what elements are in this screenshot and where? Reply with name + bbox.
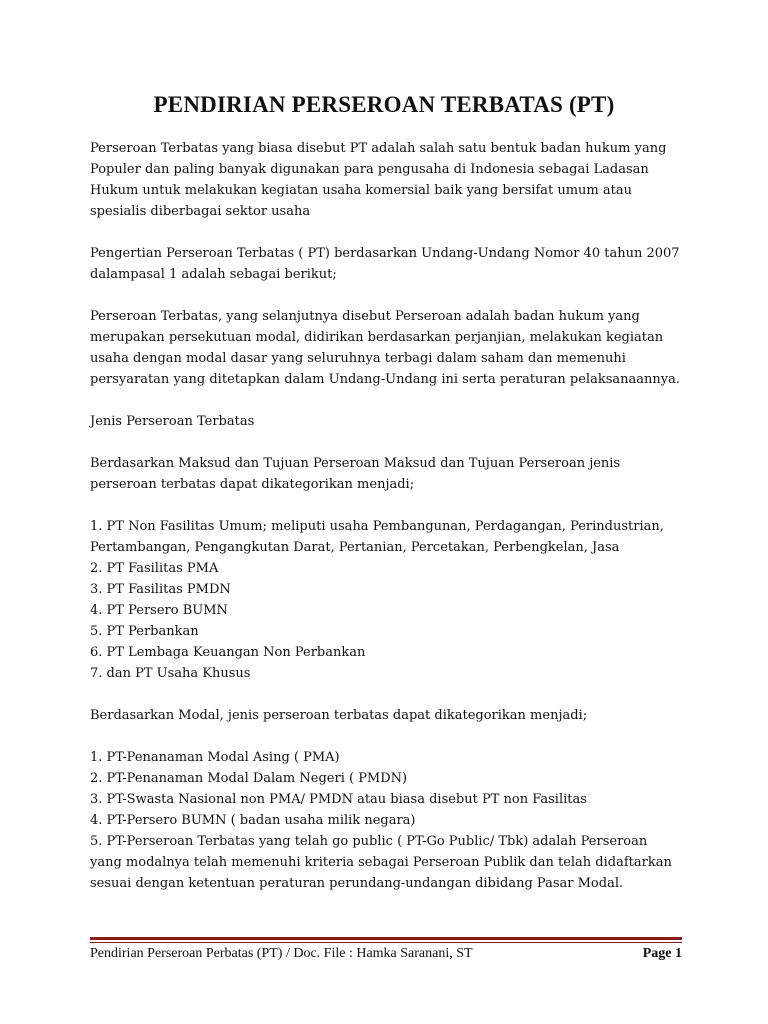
list-item: 5. PT-Perseroan Terbatas yang telah go public ( PT-Go Public/ Tbk) adalah Perseroan yang modalnya telah memenuhi kriteria sebagai Perseroan Publik dan telah didaftarkan sesuai dengan ketentuan peraturan perundang-undangan dibidang Pasar Modal. [90,834,672,891]
list-item: 5. PT Perbankan [90,624,199,639]
footer-document-info: Pendirian Perseroan Perbatas (PT) / Doc. File : Hamka Saranani, ST [90,946,473,961]
document-title: PENDIRIAN PERSEROAN TERBATAS (PT) [153,92,615,117]
list-item: 4. PT-Persero BUMN ( badan usaha milik negara) [90,813,416,828]
paragraph-definition-intro: Pengertian Perseroan Terbatas ( PT) berdasarkan Undang-Undang Nomor 40 tahun 2007 dalampasal 1 adalah sebagai berikut; [90,246,680,282]
footer-divider-thin [90,942,682,943]
list-item: 6. PT Lembaga Keuangan Non Perbankan [90,645,366,660]
list-item: 2. PT-Penanaman Modal Dalam Negeri ( PMDN) [90,771,408,786]
list-item: 4. PT Persero BUMN [90,603,228,618]
list-item: 1. PT Non Fasilitas Umum; meliputi usaha Pembangunan, Perdagangan, Perindustrian, Pertambangan, Pengangkutan Darat, Pertanian, Percetakan, Perbengkelan, Jasa [90,519,664,555]
list-by-capital [90,747,682,894]
list-item: 2. PT Fasilitas PMA [90,561,219,576]
document-body [90,138,682,915]
paragraph-intro: Perseroan Terbatas yang biasa disebut PT adalah salah satu bentuk badan hukum yang Populer dan paling banyak digunakan para pengusaha di Indonesia sebagai Ladasan Hukum untuk melakukan kegiatan usaha komersial baik yang bersifat umum atau spesialis diberbagai sektor usaha [90,141,667,219]
paragraph-by-capital-intro: Berdasarkan Modal, jenis perseroan terbatas dapat dikategorikan menjadi; [90,708,588,723]
list-item: 1. PT-Penanaman Modal Asing ( PMA) [90,750,340,765]
list-item: 3. PT Fasilitas PMDN [90,582,231,597]
page-number: Page 1 [642,946,682,961]
page-footer [90,946,682,962]
list-item: 7. dan PT Usaha Khusus [90,666,251,681]
footer-divider [90,937,682,940]
list-item: 3. PT-Swasta Nasional non PMA/ PMDN atau biasa disebut PT non Fasilitas [90,792,587,807]
heading-types: Jenis Perseroan Terbatas [90,414,255,429]
paragraph-definition: Perseroan Terbatas, yang selanjutnya disebut Perseroan adalah badan hukum yang merupakan persekutuan modal, didirikan berdasarkan perjanjian, melakukan kegiatan usaha dengan modal dasar yang seluruhnya terbagi dalam saham dan memenuhi persyaratan yang ditetapkan dalam Undang-Undang ini serta peraturan pelaksanaannya. [90,309,680,387]
list-by-purpose [90,516,682,684]
paragraph-by-purpose-intro: Berdasarkan Maksud dan Tujuan Perseroan Maksud dan Tujuan Perseroan jenis perseroan terbatas dapat dikategorikan menjadi; [90,456,621,492]
